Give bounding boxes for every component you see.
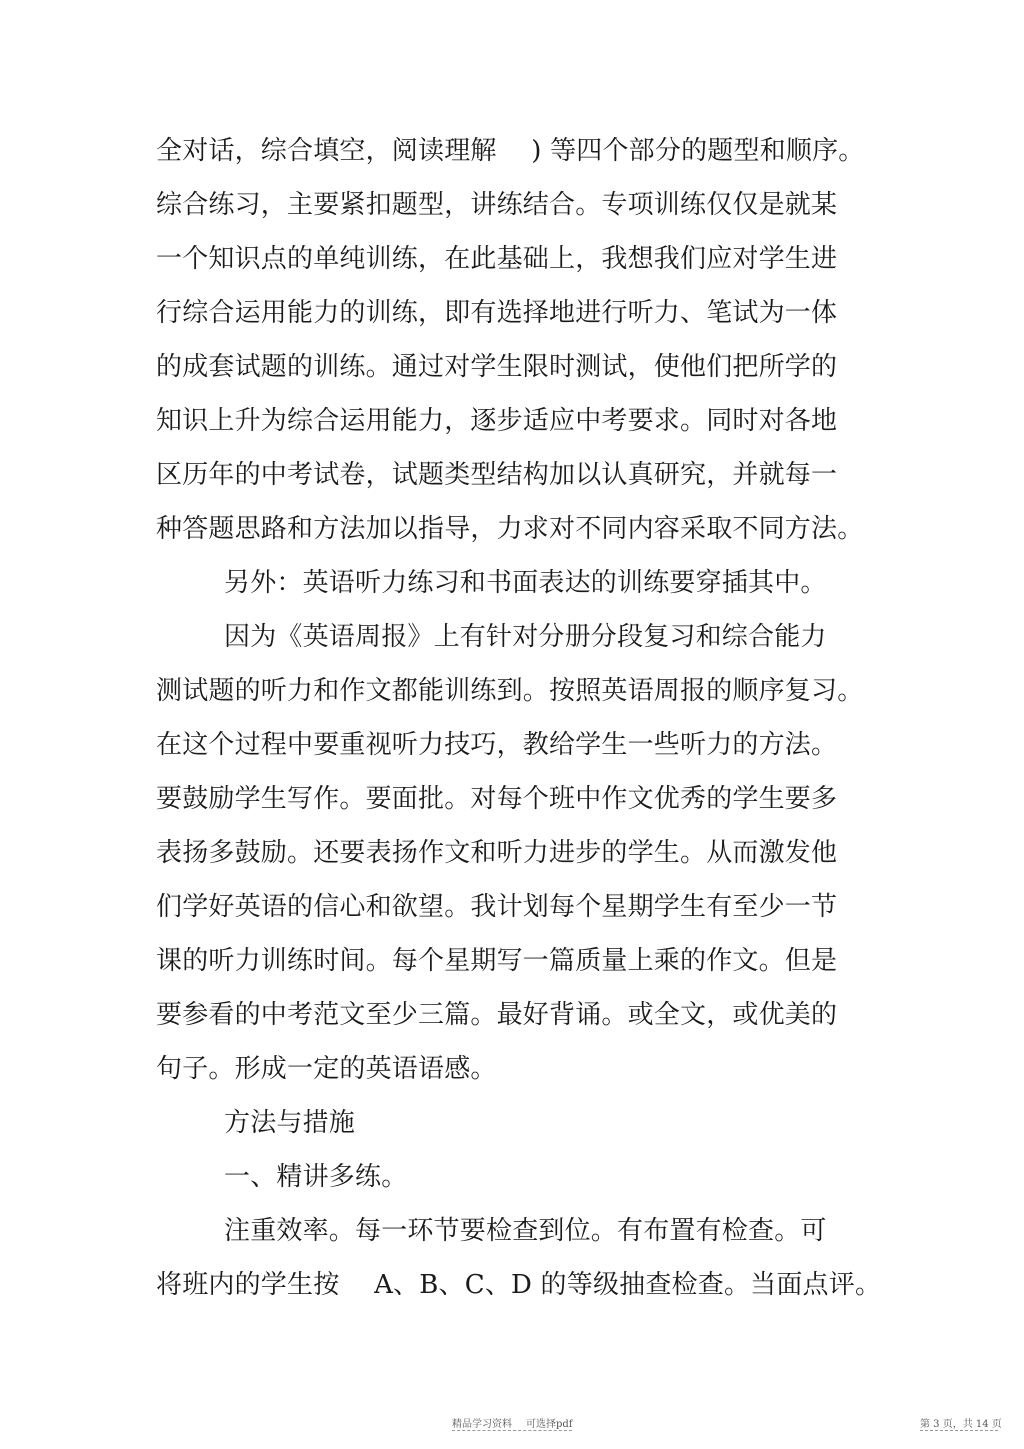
text-line: 的成套试题的训练。通过对学生限时测试，使他们把所学的: [156, 352, 838, 382]
text-line: 另外：英语听力练习和书面表达的训练要穿插其中。: [224, 568, 827, 598]
text-line: 综合练习，主要紧扣题型，讲练结合。专项训练仅仅是就某: [156, 190, 838, 220]
text-line: 一、精讲多练。: [224, 1162, 408, 1192]
footer-page-number: [920, 1415, 1002, 1430]
footer-page-dashed-rule: [920, 1430, 998, 1431]
page-info: 第 3 页，共 14 页: [920, 1419, 1002, 1430]
text-line: 因为《英语周报》上有针对分册分段复习和综合能力: [224, 622, 827, 652]
footer-dashed-rule: [452, 1430, 572, 1431]
text-line: 区历年的中考试卷，试题类型结构加以认真研究，并就每一: [156, 460, 838, 490]
text-line: 将班内的学生按 A、B、C、D 的等级抽查检查。当面点评。: [156, 1270, 882, 1300]
text-line: 们学好英语的信心和欲望。我计划每个星期学生有至少一节: [156, 892, 838, 922]
text-line: 课的听力训练时间。每个星期写一篇质量上乘的作文。但是: [156, 946, 838, 976]
text-line: 句子。形成一定的英语语感。: [156, 1054, 497, 1084]
text-line: 行综合运用能力的训练，即有选择地进行听力、笔试为一体: [156, 298, 838, 328]
text-line: 表扬多鼓励。还要表扬作文和听力进步的学生。从而激发他: [156, 838, 838, 868]
text-line: 测试题的听力和作文都能训练到。按照英语周报的顺序复习。: [156, 676, 864, 706]
footer-label-pdf: 可选择pdf: [526, 1419, 573, 1430]
text-line: 要参看的中考范文至少三篇。最好背诵。或全文，或优美的: [156, 1000, 838, 1030]
text-line: 一个知识点的单纯训练，在此基础上，我想我们应对学生进: [156, 244, 838, 274]
text-line: 在这个过程中要重视听力技巧，教给学生一些听力的方法。: [156, 730, 838, 760]
text-line: 种答题思路和方法加以指导，力求对不同内容采取不同方法。: [156, 514, 864, 544]
footer-watermark: [452, 1415, 573, 1430]
text-line: 注重效率。每一环节要检查到位。有布置有检查。可: [224, 1216, 827, 1246]
text-line: 要鼓励学生写作。要面批。对每个班中作文优秀的学生要多: [156, 784, 838, 814]
footer-label-study-material: 精品学习资料: [452, 1419, 512, 1430]
body-text: [156, 124, 882, 1312]
text-line: 全对话，综合填空，阅读理解 ) 等四个部分的题型和顺序。: [156, 136, 865, 166]
text-line: 知识上升为综合运用能力，逐步适应中考要求。同时对各地: [156, 406, 838, 436]
text-line: 方法与措施: [224, 1108, 356, 1138]
